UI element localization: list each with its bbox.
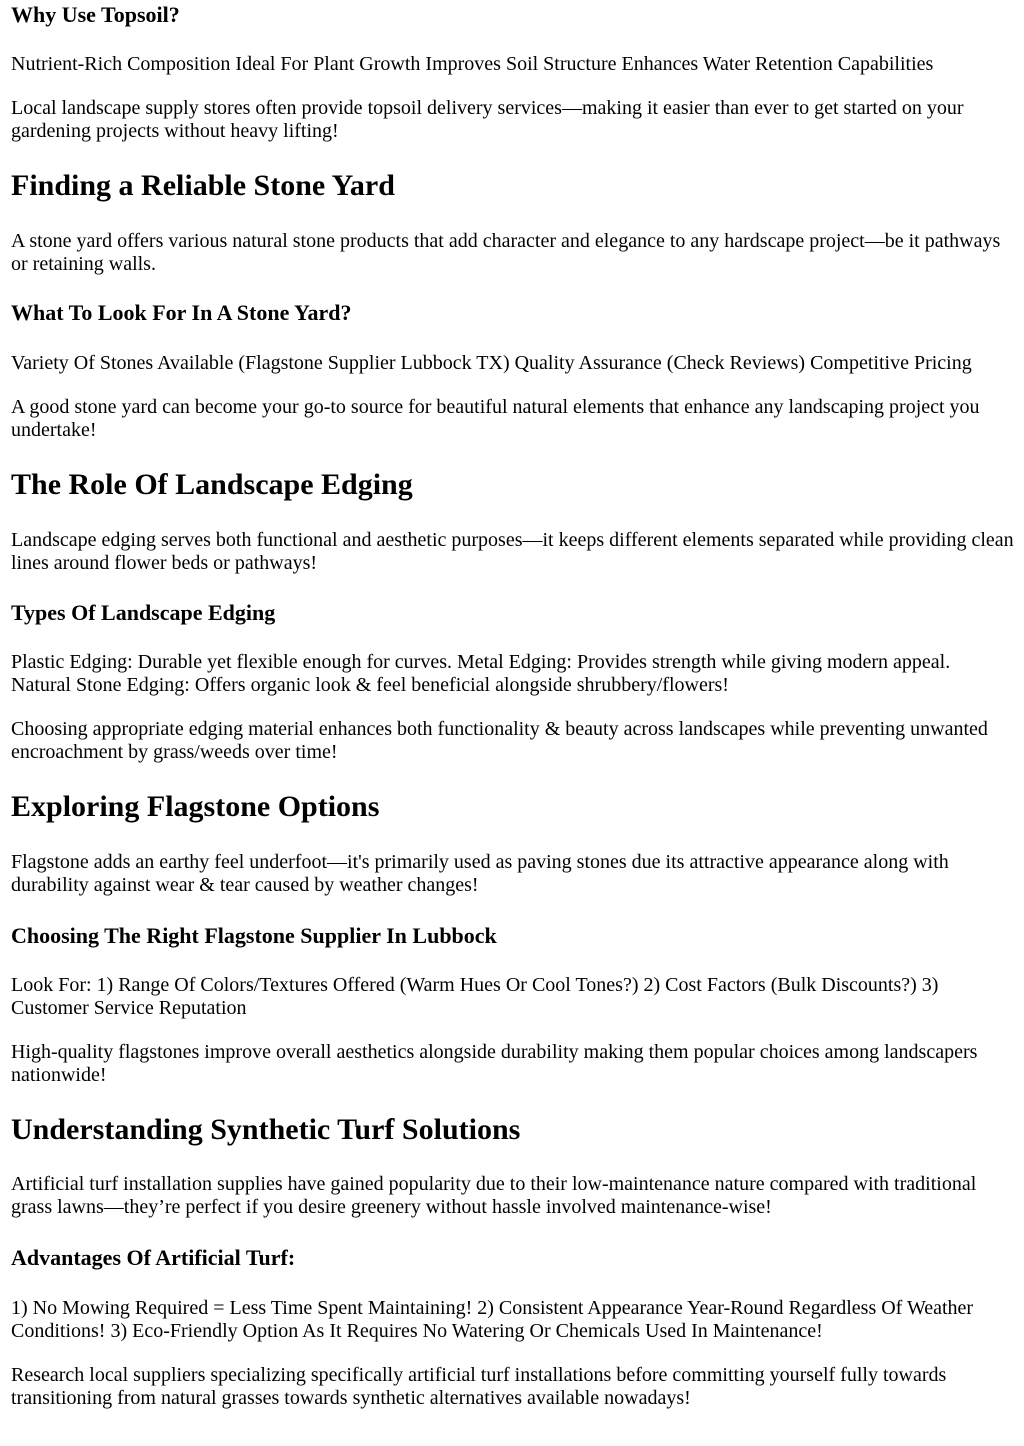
stone-yard-closing-paragraph: A good stone yard can become your go-to source for beautiful natural elements that enhance any landscaping project you undertake! bbox=[11, 396, 980, 441]
stone-yard-criteria-list: Variety Of Stones Available (Flagstone Supplier Lubbock TX) Quality Assurance (Check Reviews) Competitive Pricing bbox=[11, 352, 972, 374]
edging-types-list: Plastic Edging: Durable yet flexible enough for curves. Metal Edging: Provides strength while giving modern appeal. Natural Stone Edging: Offers organic look & feel beneficial alongside shrubbery/flowers! bbox=[11, 651, 951, 696]
stone-yard-subheading: What To Look For In A Stone Yard? bbox=[11, 300, 352, 325]
flagstone-heading: Exploring Flagstone Options bbox=[11, 790, 380, 823]
turf-heading: Understanding Synthetic Turf Solutions bbox=[11, 1113, 521, 1146]
edging-heading: The Role Of Landscape Edging bbox=[11, 468, 413, 501]
flagstone-subheading: Choosing The Right Flagstone Supplier In Lubbock bbox=[11, 923, 497, 948]
flagstone-closing-paragraph: High-quality flagstones improve overall aesthetics alongside durability making them popular choices among landscapers nationwide! bbox=[11, 1041, 978, 1086]
stone-yard-intro-paragraph: A stone yard offers various natural stone products that add character and elegance to any hardscape project—be it pathways or retaining walls. bbox=[11, 230, 1001, 275]
edging-subheading: Types Of Landscape Edging bbox=[11, 600, 276, 625]
topsoil-subheading: Why Use Topsoil? bbox=[11, 2, 180, 27]
turf-advantages-list: 1) No Mowing Required = Less Time Spent Maintaining! 2) Consistent Appearance Year-Round Regardless Of Weather Conditions! 3) Eco-Friendly Option As It Requires No Watering Or Chemicals Used In Maintenance! bbox=[11, 1297, 974, 1342]
turf-closing-paragraph: Research local suppliers specializing specifically artificial turf installations before committing yourself fully towards transitioning from natural grasses towards synthetic alternatives available nowadays! bbox=[11, 1364, 947, 1409]
turf-subheading: Advantages Of Artificial Turf: bbox=[11, 1245, 296, 1270]
edging-intro-paragraph: Landscape edging serves both functional and aesthetic purposes—it keeps different elements separated while providing clean lines around flower beds or pathways! bbox=[11, 529, 1014, 574]
edging-closing-paragraph: Choosing appropriate edging material enhances both functionality & beauty across landscapes while preventing unwanted encroachment by grass/weeds over time! bbox=[11, 718, 988, 763]
topsoil-benefits-list: Nutrient-Rich Composition Ideal For Plant Growth Improves Soil Structure Enhances Water Retention Capabilities bbox=[11, 53, 934, 75]
flagstone-intro-paragraph: Flagstone adds an earthy feel underfoot—it's primarily used as paving stones due its attractive appearance along with durability against wear & tear caused by weather changes! bbox=[11, 851, 949, 896]
topsoil-closing-paragraph: Local landscape supply stores often provide topsoil delivery services—making it easier than ever to get started on your gardening projects without heavy lifting! bbox=[11, 97, 964, 142]
stone-yard-heading: Finding a Reliable Stone Yard bbox=[11, 169, 395, 202]
flagstone-criteria-list: Look For: 1) Range Of Colors/Textures Offered (Warm Hues Or Cool Tones?) 2) Cost Factors (Bulk Discounts?) 3) Customer Service Reputation bbox=[11, 974, 939, 1019]
turf-intro-paragraph: Artificial turf installation supplies have gained popularity due to their low-maintenance nature compared with traditional grass lawns—they’re perfect if you desire greenery without hassle involved maintenance-wise! bbox=[11, 1173, 977, 1218]
